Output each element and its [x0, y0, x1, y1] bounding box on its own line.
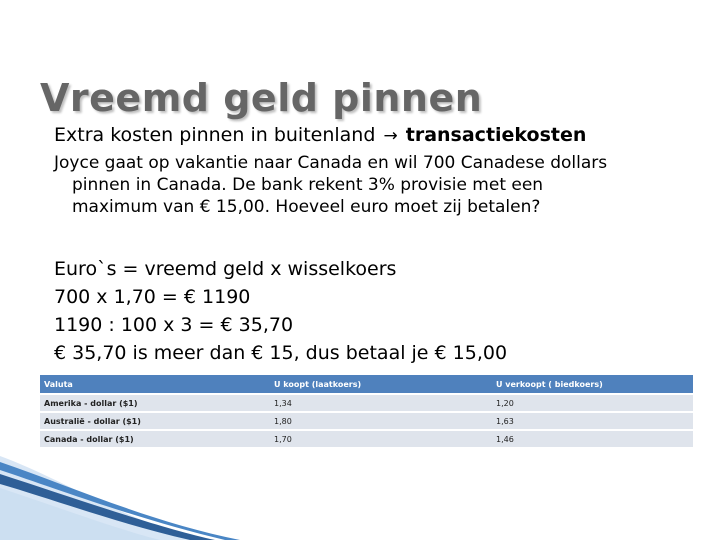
- cell-sell: 1,46: [492, 431, 693, 447]
- question-line: Joyce gaat op vakantie naar Canada en wil 700 Canadese dollars: [54, 153, 608, 173]
- cell-currency: Amerika - dollar ($1): [40, 395, 270, 411]
- arrow-right-icon: →: [383, 126, 398, 146]
- cell-buy: 1,80: [270, 413, 492, 429]
- cell-sell: 1,63: [492, 413, 693, 429]
- slide-title: Vreemd geld pinnen: [40, 76, 483, 120]
- table-row: [40, 413, 693, 429]
- calc-line: € 35,70 is meer dan € 15, dus betaal je € 15,00: [54, 342, 508, 364]
- subtitle-bold: transactiekosten: [405, 124, 587, 146]
- table-row: [40, 431, 693, 447]
- cell-currency: Australië - dollar ($1): [40, 413, 270, 429]
- header-valuta: Valuta: [40, 375, 270, 393]
- decorative-wave: [0, 448, 720, 540]
- cell-buy: 1,70: [270, 431, 492, 447]
- header-koopt: U koopt (laatkoers): [270, 375, 492, 393]
- table-header-row: [40, 375, 693, 393]
- calc-line: 700 x 1,70 = € 1190: [54, 286, 251, 308]
- subtitle: [54, 124, 586, 146]
- subtitle-text: Extra kosten pinnen in buitenland: [54, 124, 376, 146]
- cell-sell: 1,20: [492, 395, 693, 411]
- calc-line: Euro`s = vreemd geld x wisselkoers: [54, 258, 397, 280]
- calc-line: 1190 : 100 x 3 = € 35,70: [54, 314, 294, 336]
- calculation: [54, 255, 507, 367]
- header-verkoopt: U verkoopt ( biedkoers): [492, 375, 693, 393]
- cell-currency: Canada - dollar ($1): [40, 431, 270, 447]
- table-row: [40, 395, 693, 411]
- cell-buy: 1,34: [270, 395, 492, 411]
- question-line: pinnen in Canada. De bank rekent 3% provisie met een: [72, 175, 544, 195]
- question-text: [54, 152, 694, 218]
- exchange-rate-table: [40, 373, 693, 449]
- question-line: maximum van € 15,00. Hoeveel euro moet zij betalen?: [72, 197, 541, 217]
